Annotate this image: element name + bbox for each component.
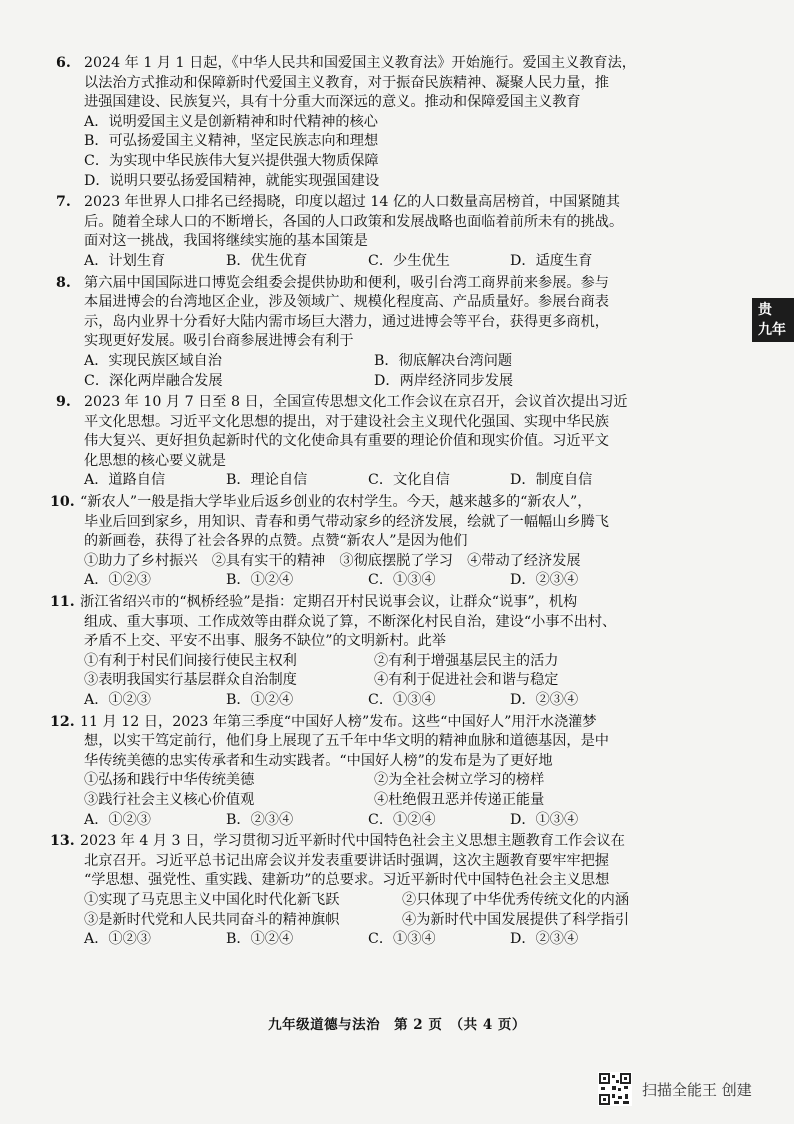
statement-3: ③表明我国实行基层群众自治制度: [84, 672, 297, 689]
question-9: [56, 393, 706, 491]
side-tab-line-2: 九年: [758, 322, 786, 338]
option-b: B．①②④: [226, 931, 294, 948]
options: [56, 811, 706, 831]
options: [56, 113, 706, 191]
statement-4: ④有利于促进社会和谐与稳定: [374, 672, 559, 689]
option-a: A．①②③: [84, 811, 151, 828]
question-text: 伟大复兴、更好担负起新时代的文化使命具有重要的理论价值和现实价值。习近平文: [84, 433, 609, 450]
question-6: [56, 54, 706, 191]
question-text: 本届进博会的台湾地区企业，涉及领域广、规模化程度高、产品质量好。参展台商表: [84, 294, 609, 311]
option-b: B．优生优育: [226, 252, 308, 269]
question-11: [50, 593, 706, 711]
option-d: D．②③④: [510, 692, 579, 708]
options: [56, 471, 706, 491]
side-tab: [752, 298, 794, 342]
question-number: 13.: [50, 833, 75, 850]
statements-line: ①助力了乡村振兴 ②具有实干的精神 ③彻底摆脱了学习 ④带动了经济发展: [84, 552, 581, 569]
option-a: A．①②③: [84, 931, 151, 948]
question-text: 11 月 12 日，2023 年第三季度“中国好人榜”发布。这些“中国好人”用汗水浇灌梦: [80, 713, 597, 730]
statement-1: ①弘扬和践行中华传统美德: [84, 772, 255, 789]
question-number: 10.: [50, 494, 75, 511]
question-text: 华传统美德的忠实传承者和生动实践者。“中国好人榜”的发布是为了更好地: [84, 752, 553, 769]
question-text: 平文化思想。习近平文化思想的提出，对于建设社会主义现代化强国、实现中华民族: [84, 413, 609, 430]
question-text: 第六届中国国际进口博览会组委会提供协助和便利，吸引台湾工商界前来参展。参与: [84, 274, 609, 291]
scanner-watermark: [598, 1072, 752, 1106]
statement-2: ②有利于增强基层民主的活力: [374, 652, 559, 669]
option-a: A．①②③: [84, 692, 151, 708]
question-text: 毕业后回到家乡，用知识、青春和勇气带动家乡的经济发展，绘就了一幅幅山乡腾飞: [84, 513, 609, 530]
question-number: 8.: [56, 274, 71, 291]
option-d: D．①③④: [510, 811, 579, 828]
question-13: [50, 832, 706, 950]
question-text: 组成、重大事项、工作成效等由群众说了算，不断深化村民自治，建设“小事不出村、: [84, 613, 617, 630]
question-text: 化思想的核心要义就是: [84, 452, 226, 469]
question-text: 北京召开。习近平总书记出席会议并发表重要讲话时强调，这次主题教育要牢牢把握: [84, 852, 609, 869]
option-a: A．道路自信: [84, 472, 166, 489]
question-text: “学思想、强党性、重实践、建新功”的总要求。习近平新时代中国特色社会主义思想: [84, 872, 610, 889]
option-a: A．实现民族区域自治: [84, 352, 222, 369]
options: [56, 691, 706, 711]
question-text: 2023 年世界人口排名已经揭晓，印度以超过 14 亿的人口数量高居榜首，中国紧随其: [84, 194, 620, 211]
option-c: C．①③④: [368, 692, 436, 708]
question-text: 以法治方式推动和保障新时代爱国主义教育，对于振奋民族精神、凝聚人民力量，推: [84, 74, 609, 91]
option-c: C．①③④: [368, 931, 436, 948]
question-text: 2023 年 4 月 3 日，学习贯彻习近平新时代中国特色社会主义思想主题教育工作会议在: [80, 833, 625, 850]
question-text: 2024 年 1 月 1 日起，《中华人民共和国爱国主义教育法》开始施行。爱国主义教育法，: [84, 55, 636, 71]
option-c: C．文化自信: [368, 472, 450, 489]
options: [56, 930, 706, 950]
option-d: D．说明只要弘扬爱国精神，就能实现强国建设: [84, 172, 380, 189]
question-text: 2023 年 10 月 7 日至 8 日，全国宣传思想文化工作会议在京召开，会议首次提出习近: [84, 394, 628, 411]
option-c: C．深化两岸融合发展: [84, 372, 223, 389]
statement-3: ③是新时代党和人民共同奋斗的精神旗帜: [84, 911, 340, 928]
option-b: B．①②④: [226, 692, 294, 708]
option-d: D．两岸经济同步发展: [374, 372, 514, 389]
question-text: 面对这一挑战，我国将继续实施的基本国策是: [84, 233, 368, 250]
option-b: B．理论自信: [226, 472, 308, 489]
statements: [56, 891, 706, 930]
options: [56, 352, 706, 391]
statement-3: ③践行社会主义核心价值观: [84, 791, 255, 808]
option-b: B．②③④: [226, 811, 294, 828]
question-7: [56, 193, 706, 271]
option-d: D．②③④: [510, 931, 579, 948]
question-number: 12.: [50, 713, 75, 730]
option-b: B．可弘扬爱国主义精神，坚定民族志向和理想: [84, 133, 379, 150]
question-text: 实现更好发展。吸引台商参展进博会有利于: [84, 333, 354, 350]
question-text: 示，岛内业界十分看好大陆内需市场巨大潜力，通过进博会等平台，获得更多商机，: [84, 313, 609, 330]
question-number: 9.: [56, 394, 71, 411]
question-text: 后。随着全球人口的不断增长，各国的人口政策和发展战略也面临着前所未有的挑战。: [84, 213, 624, 230]
question-8: [56, 274, 706, 392]
question-text: 矛盾不上交、平安不出事、服务不缺位”的文明新村。此举: [84, 633, 446, 650]
option-c: C．①③④: [368, 572, 436, 589]
statement-4: ④为新时代中国发展提供了科学指引: [402, 911, 630, 928]
question-12: [50, 713, 706, 831]
question-number: 6.: [56, 55, 71, 71]
option-b: B．彻底解决台湾问题: [374, 352, 513, 369]
question-text: 浙江省绍兴市的“枫桥经验”是指：定期召开村民说事会议，让群众“说事”，机构: [80, 594, 578, 611]
option-c: C．①②④: [368, 811, 436, 828]
page-footer: 九年级道德与法治 第 2 页 （共 4 页）: [268, 1017, 526, 1033]
question-number: 11.: [50, 594, 75, 611]
question-number: 7.: [56, 194, 71, 211]
qr-code-icon: [598, 1072, 632, 1106]
question-text: 的新画卷，获得了社会各界的点赞。点赞“新农人”是因为他们: [84, 533, 468, 550]
side-tab-line-1: 贵: [758, 302, 772, 318]
statement-1: ①实现了马克思主义中国化时代化新飞跃: [84, 891, 340, 908]
option-c: C．少生优生: [368, 252, 450, 269]
statement-2: ②为全社会树立学习的榜样: [374, 772, 545, 789]
options: [56, 252, 706, 272]
statement-1: ①有利于村民们间接行使民主权利: [84, 652, 297, 669]
option-c: C．为实现中华民族伟大复兴提供强大物质保障: [84, 152, 379, 169]
statements: [56, 771, 706, 810]
question-text: 想，以实干笃定前行，他们身上展现了五千年中华文明的精神血脉和道德基因，是中: [84, 733, 609, 750]
option-d: D．②③④: [510, 572, 579, 589]
question-text: “新农人”一般是指大学毕业后返乡创业的农村学生。今天，越来越多的“新农人”，: [80, 494, 592, 511]
option-b: B．①②④: [226, 572, 294, 589]
question-10: [50, 493, 706, 591]
statement-4: ④杜绝假丑恶并传递正能量: [374, 791, 545, 808]
exam-page: [50, 54, 706, 952]
option-d: D．适度生育: [510, 252, 593, 269]
option-d: D．制度自信: [510, 472, 593, 489]
statements: [56, 652, 706, 691]
option-a: A．计划生育: [84, 252, 166, 269]
options: [56, 571, 706, 591]
watermark-text: 扫描全能王 创建: [642, 1080, 752, 1099]
statement-2: ②只体现了中华优秀传统文化的内涵: [402, 891, 630, 908]
question-text: 进强国建设、民族复兴，具有十分重大而深远的意义。推动和保障爱国主义教育: [84, 94, 581, 111]
option-a: A．说明爱国主义是创新精神和时代精神的核心: [84, 113, 378, 130]
option-a: A．①②③: [84, 572, 151, 589]
